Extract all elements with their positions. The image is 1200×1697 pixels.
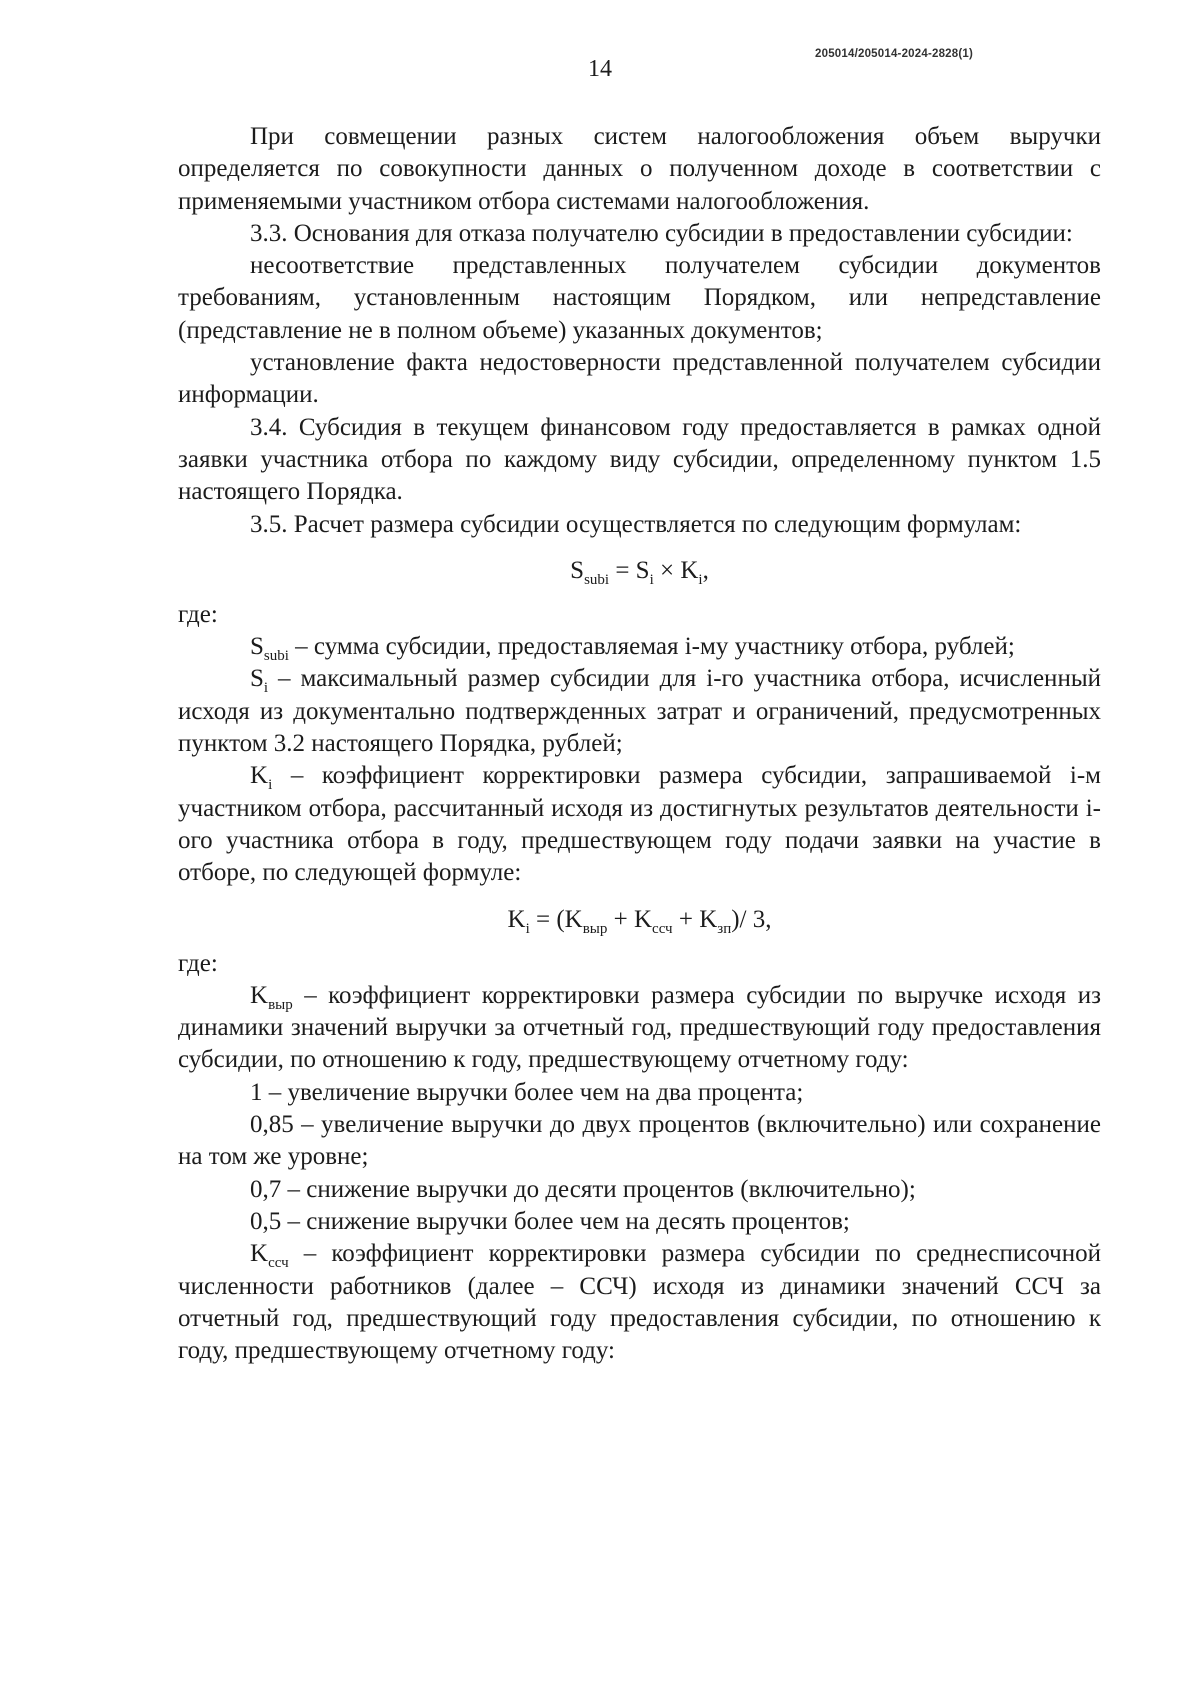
refusal-ground-documents: несоответствие представленных получателем субсидии документов требованиям, установленным настоящим Порядком, или непредставление (представление не в полном объеме) указанных документов; xyxy=(178,252,1101,344)
formula1-tail: , xyxy=(702,556,709,584)
ki-sub: i xyxy=(268,777,273,794)
formula1-lhs-base: S xyxy=(570,556,585,584)
formula1-k-sub: i xyxy=(698,571,703,588)
refusal-ground-false-info: установление факта недостоверности представленной получателем субсидии информации. xyxy=(178,349,1101,409)
ki-text: – коэффициент корректировки размера субсидии, запрашиваемой i-м участником отбора, рассчитанный исходя из достигнутых результатов деятельности i-ого участника отбора в году, предшествующем году подачи заявки на участие в отборе, по следующей формуле: xyxy=(178,762,1101,887)
list-item-coefficient-1: 1 – увеличение выручки более чем на два процента; xyxy=(250,1078,804,1106)
definition-kvyr xyxy=(178,980,1101,1077)
definition-ki xyxy=(178,760,1101,889)
section-3-5: 3.5. Расчет размера субсидии осуществляется по следующим формулам: xyxy=(250,510,1022,538)
formula2-k-sub: i xyxy=(525,920,530,937)
kvyr-text: – коэффициент корректировки размера субсидии по выручке исходя из динамики значений выручки за отчетный год, предшествующий году предоставления субсидии, по отношению к году, предшествующему отчетному году: xyxy=(178,981,1101,1074)
formula2-part2: + K xyxy=(607,905,653,933)
where-label-1: где: xyxy=(178,600,218,628)
si-base: S xyxy=(250,665,264,693)
kvyr-base: K xyxy=(250,981,269,1009)
formula1-s-sub: i xyxy=(649,571,654,588)
list-item-coefficient-085: 0,85 – увеличение выручки до двух процентов (включительно) или сохранение на том же уровне; xyxy=(178,1111,1101,1171)
where-label-2: где: xyxy=(178,949,218,977)
formula2-part1: = (K xyxy=(529,905,583,933)
list-item-coefficient-07: 0,7 – снижение выручки до десяти процентов (включительно); xyxy=(250,1175,916,1203)
formula2-tail: )/ 3, xyxy=(731,905,772,933)
list-item-coefficient-05: 0,5 – снижение выручки более чем на десять процентов; xyxy=(250,1207,850,1235)
ssubi-base: S xyxy=(250,633,264,661)
formula2-sub2: ссч xyxy=(652,920,673,937)
formula2-sub3: зп xyxy=(717,920,732,937)
paragraph-tax-systems: При совмещении разных систем налогообложения объем выручки определяется по совокупности данных о полученном доходе в соответствии с применяемыми участником отбора системами налогообложения. xyxy=(178,123,1101,215)
definition-si xyxy=(178,663,1101,760)
formula2-sub1: выр xyxy=(582,920,608,937)
formula1-lhs-sub: subi xyxy=(584,571,610,588)
formula-subsidy-amount xyxy=(178,553,1101,589)
kssch-text: – коэффициент корректировки размера субсидии по среднесписочной численности работников (далее – ССЧ) исходя из динамики значений ССЧ за отчетный год, предшествующий году предоставления субсидии, по отношению к году, предшествующему отчетному году: xyxy=(178,1240,1101,1365)
section-3-4: 3.4. Субсидия в текущем финансовом году предоставляется в рамках одной заявки участника отбора по каждому виду субсидии, определенному пунктом 1.5 настоящего Порядка. xyxy=(178,413,1101,506)
document-id: 205014/205014-2024-2828(1) xyxy=(815,48,974,60)
ssubi-text: – сумма субсидии, предоставляемая i-му участнику отбора, рублей; xyxy=(288,633,1015,661)
formula2-k-base: K xyxy=(507,905,526,933)
page-number: 14 xyxy=(588,56,612,82)
definition-kssch xyxy=(178,1238,1101,1367)
formula1-op2: × K xyxy=(653,556,699,584)
kssch-sub: ссч xyxy=(268,1255,289,1272)
kvyr-sub: выр xyxy=(268,996,293,1013)
section-3-3-heading: 3.3. Основания для отказа получателю субсидии в предоставлении субсидии: xyxy=(250,219,1073,247)
definition-ssubi xyxy=(178,631,1101,663)
si-sub: i xyxy=(263,680,269,697)
si-text: – максимальный размер субсидии для i-го участника отбора, исчисленный исходя из документально подтвержденных затрат и ограничений, предусмотренных пунктом 3.2 настоящего Порядка, рублей; xyxy=(178,665,1101,758)
document-body xyxy=(178,121,1101,1367)
formula2-part3: + K xyxy=(672,905,718,933)
ssubi-sub: subi xyxy=(263,648,289,665)
formula-correction-coefficient xyxy=(178,902,1101,938)
kssch-base: K xyxy=(250,1240,269,1268)
ki-base: K xyxy=(250,762,269,790)
formula1-op1: = S xyxy=(609,556,650,584)
